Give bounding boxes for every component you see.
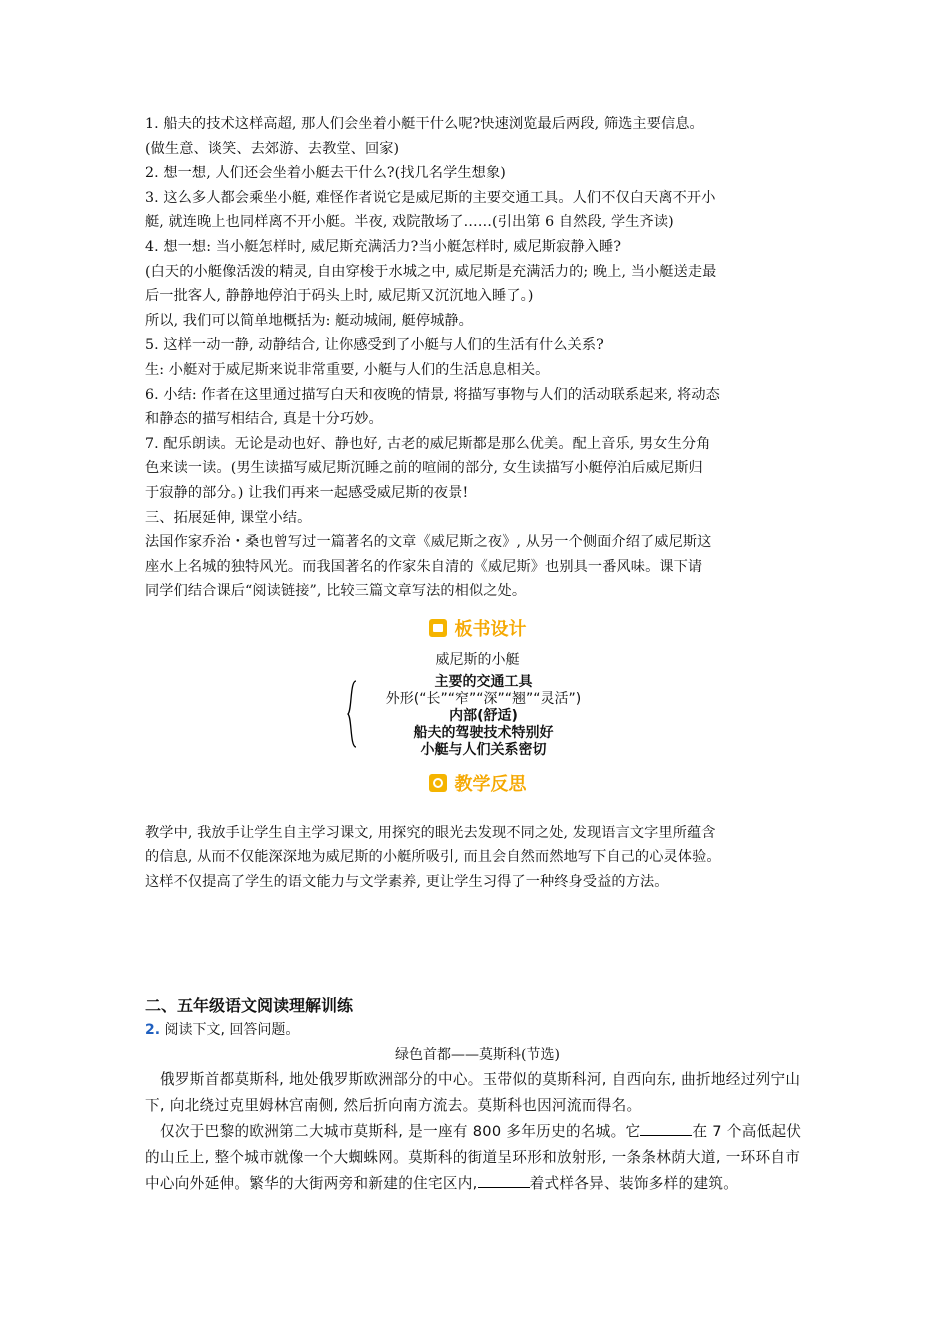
article-paragraph: 仅次于巴黎的欧洲第二大城市莫斯科, 是一座有 800 多年历史的名城。它 在 7 个高低起伏的山丘上, 整个城市就像一个大蜘蛛网。莫斯科的街道呈环形和放射形, 一条条林荫大道, 一环环自市中心向外延伸。繁华的大街两旁和新建的住宅区内, 着式样各异、装饰多样的建筑。: [145, 1122, 802, 1192]
lesson-line: 座水上名城的独特风光。而我国著名的作家朱自清的《威尼斯》也别具一番风味。课下请: [145, 558, 703, 575]
lesson-line: 4. 想一想: 当小艇怎样时, 威尼斯充满活力?当小艇怎样时, 威尼斯寂静入睡?: [145, 238, 622, 255]
reflection-line: 的信息, 从而不仅能深深地为威尼斯的小艇所吸引, 而且会自然而然地写下自己的心灵体验。: [145, 849, 721, 866]
lesson-line: (白天的小艇像活泼的精灵, 自由穿梭于水城之中, 威尼斯是充满活力的; 晚上, 当小艇送走最: [145, 263, 717, 280]
reflection-heading-label: 教学反思: [454, 773, 527, 795]
board-line: 内部(舒适): [449, 707, 518, 724]
reflection-text: [145, 821, 810, 895]
lesson-line: 同学们结合课后“阅读链接”, 比较三篇文章写法的相似之处。: [145, 583, 527, 600]
question-number: 2.: [145, 1021, 161, 1038]
board-heading: [145, 612, 810, 644]
lesson-line: 7. 配乐朗读。无论是动也好、静也好, 古老的威尼斯都是那么优美。配上音乐, 男女生分角: [145, 435, 711, 452]
article-paragraph: 俄罗斯首都莫斯科, 地处俄罗斯欧洲部分的中心。玉带似的莫斯科河, 自西向东, 曲折地经过列宁山下, 向北绕过克里姆林宫南侧, 然后折向南方流去。莫斯科也因河流而得名。: [145, 1070, 801, 1114]
board-heading-label: 板书设计: [454, 618, 527, 640]
lesson-line: 所以, 我们可以简单地概括为: 艇动城闹, 艇停城静。: [145, 312, 473, 329]
lesson-line: 和静态的描写相结合, 真是十分巧妙。: [145, 411, 383, 428]
board-line: 主要的交通工具: [434, 673, 533, 690]
board-line: 小艇与人们关系密切: [420, 741, 547, 758]
lesson-line: 于寂静的部分。) 让我们再来一起感受威尼斯的夜景!: [145, 484, 469, 501]
reflection-line: 教学中, 我放手让学生自主学习课文, 用探究的眼光去发现不同之处, 发现语言文字里所蕴含: [145, 824, 716, 841]
lesson-line: 色来读一读。(男生读描写威尼斯沉睡之前的喧闹的部分, 女生读描写小艇停泊后威尼斯归: [145, 460, 703, 477]
board-title: 威尼斯的小艇: [435, 651, 520, 668]
lesson-line: 5. 这样一动一静, 动静结合, 让你感受到了小艇与人们的生活有什么关系?: [145, 337, 604, 354]
lesson-line: 生: 小艇对于威尼斯来说非常重要, 小艇与人们的生活息息相关。: [145, 361, 550, 378]
board-line: 外形(“长”“窄”“深”“翘”“灵活”): [385, 690, 582, 707]
lesson-line: 三、拓展延伸, 课堂小结。: [145, 509, 312, 526]
lesson-line: 6. 小结: 作者在这里通过描写白天和夜晚的情景, 将描写事物与人们的活动联系起来, 将动态: [145, 386, 720, 403]
board-design: [145, 612, 810, 799]
lesson-line: (做生意、谈笑、去郊游、去教堂、回家): [145, 140, 400, 157]
board-outline: [347, 674, 609, 759]
answer-blank[interactable]: [478, 1173, 530, 1188]
lesson-line: 后一批客人, 静静地停泊于码头上时, 威尼斯又沉沉地入睡了。): [145, 288, 534, 305]
section-title: 二、五年级语文阅读理解训练: [145, 995, 354, 1015]
lesson-line: 法国作家乔治・桑也曾写过一篇著名的文章《威尼斯之夜》, 从另一个侧面介绍了威尼斯这: [145, 534, 712, 551]
reflection-icon: [429, 774, 447, 792]
brace-icon: [347, 680, 357, 748]
lesson-line: 1. 船夫的技术这样高超, 那人们会坐着小艇干什么呢?快速浏览最后两段, 筛选主要信息。: [145, 116, 704, 132]
question-text: 阅读下文, 回答问题。: [164, 1021, 300, 1038]
lesson-line: 2. 想一想, 人们还会坐着小艇去干什么?(找几名学生想象): [145, 165, 506, 182]
document-page: [145, 112, 810, 1197]
article-title: 绿色首都——莫斯科(节选): [395, 1046, 560, 1063]
question-prompt: [145, 1019, 810, 1041]
board-icon: [429, 619, 447, 637]
lesson-line: 3. 这么多人都会乘坐小艇, 难怪作者说它是威尼斯的主要交通工具。人们不仅白天离不开小: [145, 189, 716, 206]
board-line: 船夫的驾驶技术特别好: [413, 724, 554, 741]
answer-blank[interactable]: [640, 1121, 692, 1136]
lesson-text: [145, 112, 810, 604]
lesson-line: 艇, 就连晚上也同样离不开小艇。半夜, 戏院散场了……(引出第 6 自然段, 学生齐读): [145, 214, 674, 231]
article-body: [145, 1067, 810, 1197]
reflection-heading: [145, 767, 810, 799]
reflection-line: 这样不仅提高了学生的语文能力与文学素养, 更让学生习得了一种终身受益的方法。: [145, 874, 669, 891]
